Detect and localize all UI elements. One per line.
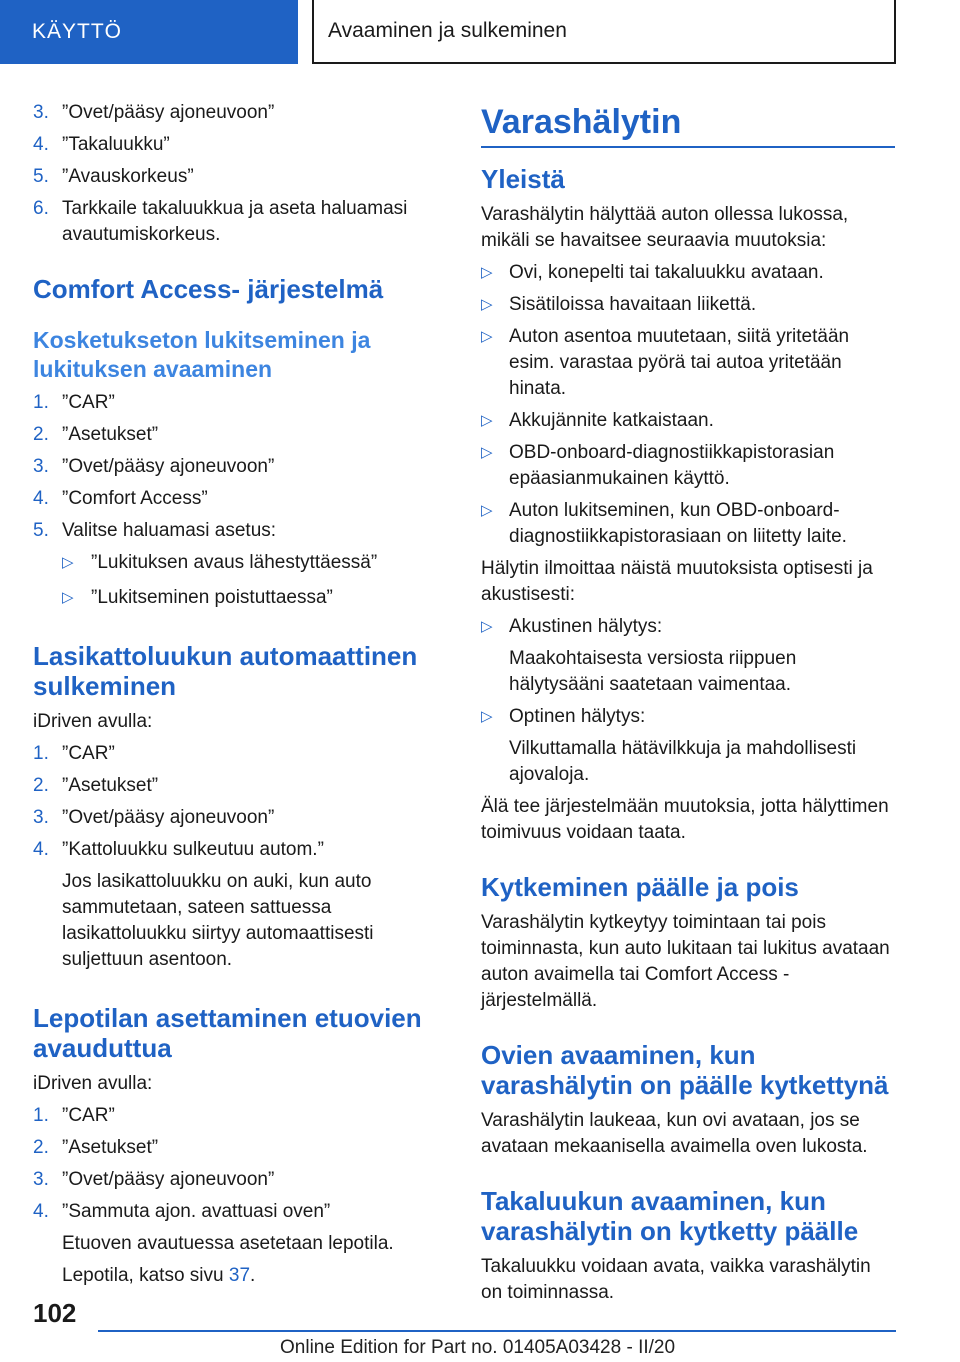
section-heading: Lasikattoluukun automaattinen sulkeminen <box>33 641 418 701</box>
paragraph: Etuoven avautuessa asetetaan lepotila. <box>62 1233 394 1254</box>
list-item: 4. ”Kattoluukku sulkeutuu autom.” <box>33 839 324 860</box>
triangle-bullet-icon: ▷ <box>481 296 493 313</box>
triangle-bullet-icon: ▷ <box>481 264 493 281</box>
paragraph: Hälytin ilmoittaa näistä muutoksista optisesti ja akustisesti: <box>481 558 873 605</box>
list-item: 2. ”Asetukset” <box>33 775 159 796</box>
bullet-item: ▷ Akustinen hälytys: <box>481 614 895 640</box>
list-item: 1. ”CAR” <box>33 1105 115 1126</box>
triangle-bullet-icon: ▷ <box>481 618 493 635</box>
bullet-item: ▷ Auton lukitseminen, kun OBD-onboard-diagnostiikkapistorasiaan on liitetty laite. <box>481 500 847 547</box>
list-item: 1. ”CAR” <box>33 392 115 413</box>
bullet-item: ▷ Akkujännite katkaistaan. <box>481 408 895 434</box>
paragraph: Maakohtaisesta versiosta riippuen hälytysääni saatetaan vaimentaa. <box>509 648 797 695</box>
option-item: ▷ ”Lukitseminen poistuttaessa” <box>33 585 448 611</box>
triangle-bullet-icon: ▷ <box>481 328 493 345</box>
bullet-item: ▷ Optinen hälytys: <box>481 704 895 730</box>
paragraph: Älä tee järjestelmään muutoksia, jotta hälyttimen toimivuus voidaan taata. <box>481 796 889 843</box>
subsection-heading: Kosketukseton lukitseminen ja lukituksen avaaminen <box>33 327 371 382</box>
list-item: 3. ”Ovet/pääsy ajoneuvoon” <box>33 807 275 828</box>
list-item: 4. ”Comfort Access” <box>33 488 208 509</box>
list-item: 2. ”Asetukset” <box>33 1137 159 1158</box>
list-item: 4. ”Takaluukku” <box>33 134 170 155</box>
list-item: 1. ”CAR” <box>33 743 115 764</box>
edition-note: Online Edition for Part no. 01405A03428 - II/20 <box>280 1337 676 1358</box>
paragraph: Vilkuttamalla hätävilkkuja ja mahdollisesti ajovaloja. <box>509 738 857 785</box>
list-item: 5. ”Avauskorkeus” <box>33 166 194 187</box>
section-heading: Comfort Access- järjestelmä <box>33 274 384 304</box>
paragraph: iDriven avulla: <box>33 1073 153 1094</box>
triangle-bullet-icon: ▷ <box>62 589 74 606</box>
paragraph: iDriven avulla: <box>33 711 153 732</box>
paragraph: Varashälytin kytkeytyy toimintaan tai pois toiminnasta, kun auto lukitaan tai lukitus avataan auton avaimella tai Comfort Access -järjestelmällä. <box>481 912 890 1011</box>
section-heading: Takaluukun avaaminen, kun varashälytin on kytketty päälle <box>481 1186 859 1246</box>
section-heading: Kytkeminen päälle ja pois <box>481 872 799 902</box>
list-item: 3. ”Ovet/pääsy ajoneuvoon” <box>33 1169 275 1190</box>
paragraph: Lepotila, katso sivu 37. <box>62 1265 256 1286</box>
left-column <box>33 100 448 1295</box>
page-number: 102 <box>33 1298 77 1328</box>
triangle-bullet-icon: ▷ <box>481 502 493 519</box>
paragraph: Jos lasikattoluukku on auki, kun auto sammutetaan, sateen sattuessa lasikattoluukku siirtyy automaattisesti suljettuun asentoon. <box>62 871 374 970</box>
paragraph: Takaluukku voidaan avata, vaikka varashälytin on toiminnassa. <box>481 1256 871 1303</box>
list-item: 4. ”Sammuta ajon. avattuasi oven” <box>33 1201 331 1222</box>
footer-rule <box>98 1330 896 1332</box>
list-item: 3. ”Ovet/pääsy ajoneuvoon” <box>33 102 275 123</box>
section-heading: Yleistä <box>481 164 565 194</box>
chapter-title: Avaaminen ja sulkeminen <box>312 0 896 64</box>
triangle-bullet-icon: ▷ <box>481 412 493 429</box>
bullet-item: ▷ Auton asentoa muutetaan, siitä yritetään esim. varastaa pyörä tai autoa yritetään hinata. <box>481 326 850 399</box>
section-tab: KÄYTTÖ <box>0 0 298 64</box>
triangle-bullet-icon: ▷ <box>481 444 493 461</box>
option-item: ▷ ”Lukituksen avaus lähestyttäessä” <box>33 550 448 576</box>
section-heading: Lepotilan asettaminen etuovien avauduttua <box>33 1003 422 1063</box>
list-item: 3. ”Ovet/pääsy ajoneuvoon” <box>33 456 275 477</box>
paragraph: Varashälytin hälyttää auton ollessa lukossa, mikäli se havaitsee seuraavia muutoksia: <box>481 204 849 251</box>
triangle-bullet-icon: ▷ <box>481 708 493 725</box>
bullet-item: ▷ Ovi, konepelti tai takaluukku avataan. <box>481 260 895 286</box>
list-item: 6. Tarkkaile takaluukkua ja aseta haluamasi avautumiskorkeus. <box>33 198 408 245</box>
list-item: 2. ”Asetukset” <box>33 424 159 445</box>
right-column <box>481 100 895 1312</box>
paragraph: Varashälytin laukeaa, kun ovi avataan, jos se avataan mekaanisella avaimella oven lukosta. <box>481 1110 868 1157</box>
heading-rule <box>481 146 895 148</box>
triangle-bullet-icon: ▷ <box>62 554 74 571</box>
bullet-item: ▷ Sisätiloissa havaitaan liikettä. <box>481 292 895 318</box>
section-heading: Ovien avaaminen, kun varashälytin on päälle kytkettynä <box>481 1040 889 1100</box>
list-item: 5. Valitse haluamasi asetus: <box>33 520 277 541</box>
chapter-heading: Varashälytin <box>481 103 682 141</box>
bullet-item: ▷ OBD-onboard-diagnostiikkapistorasian epäasianmukainen käyttö. <box>481 442 835 489</box>
page-link[interactable]: 37 <box>228 1265 251 1286</box>
